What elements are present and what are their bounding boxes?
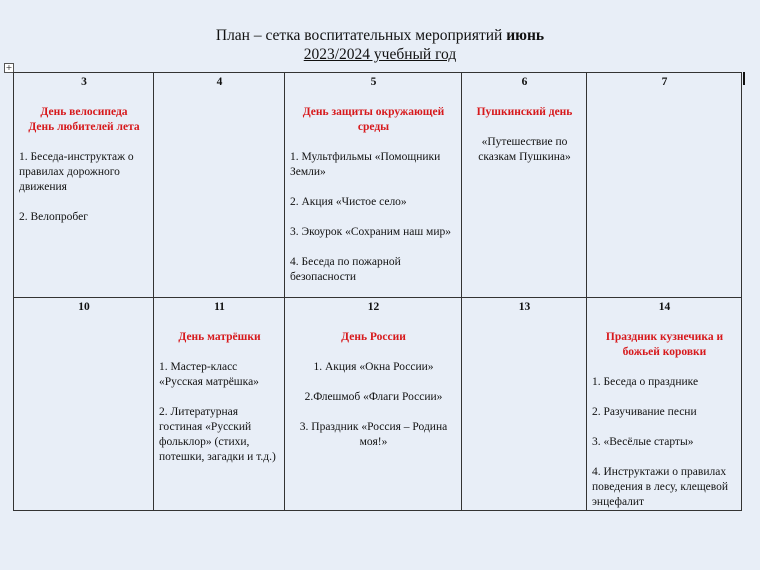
school-year-text: 2023/2024 учебный год [303,46,457,63]
event-title: День защиты окружающей среды [302,106,445,133]
title-month: июнь [506,27,545,44]
activity-item: 1. Беседа-инструктаж о правилах дорожного движения [19,151,134,193]
day-cell-10 [14,298,154,511]
activity-item: «Путешествие по сказкам Пушкина» [478,136,571,163]
event-title: День любителей лета [28,121,140,133]
day-cell-4 [154,73,285,298]
activity-item: 3. «Весёлые старты» [592,436,694,448]
day-number: 11 [214,301,225,313]
activity-item: 3. Праздник «Россия – Родина моя!» [299,421,448,448]
day-number: 10 [78,301,90,313]
activity-item: 2. Велопробег [19,211,88,223]
day-number: 5 [370,76,377,88]
school-year [0,45,760,64]
plan-table [13,72,742,511]
activity-item: 2. Акция «Чистое село» [290,196,407,208]
title-main: План – сетка воспитательных мероприятий [215,27,503,44]
event-title: День велосипеда [40,106,128,118]
day-cell-7 [587,73,742,298]
day-number: 4 [216,76,223,88]
activity-item: 2.Флешмоб «Флаги России» [304,391,443,403]
table-row-week2 [14,298,742,511]
activity-item: 1. Мастер-класс «Русская матрёшка» [159,361,259,388]
event-title: Праздник кузнечика и божьей коровки [605,331,724,358]
day-number: 7 [661,76,668,88]
activity-item: 1. Мультфильмы «Помощники Земли» [290,151,441,178]
day-number: 14 [658,301,671,313]
activity-item: 3. Экоурок «Сохраним наш мир» [290,226,451,238]
end-of-row-marker [743,72,745,85]
activity-item: 1. Беседа о празднике [592,376,699,388]
day-cell-14 [587,298,742,511]
activity-item: 1. Акция «Окна России» [313,361,434,373]
day-number: 6 [521,76,528,88]
day-cell-3 [14,73,154,298]
event-title: День матрёшки [178,331,261,343]
day-number: 12 [367,301,380,313]
day-cell-6 [462,73,587,298]
activity-item: 2. Разучивание песни [592,406,697,418]
table-row-week1 [14,73,742,298]
day-number: 3 [81,76,87,88]
day-cell-5 [285,73,462,298]
table-move-handle-icon[interactable]: + [5,63,13,72]
day-cell-13 [462,298,587,511]
day-cell-12 [285,298,462,511]
page-title [0,26,760,45]
day-number: 13 [518,301,531,313]
day-cell-11 [154,298,285,511]
activity-item: 2. Литературная гостиная «Русский фольклор» (стихи, потешки, загадки и т.д.) [159,406,276,463]
event-title: День России [341,331,406,343]
event-title: Пушкинский день [476,106,573,118]
activity-item: 4. Инструктажи о правилах поведения в лесу, клещевой энцефалит [592,466,729,508]
activity-item: 4. Беседа по пожарной безопасности [290,256,401,283]
